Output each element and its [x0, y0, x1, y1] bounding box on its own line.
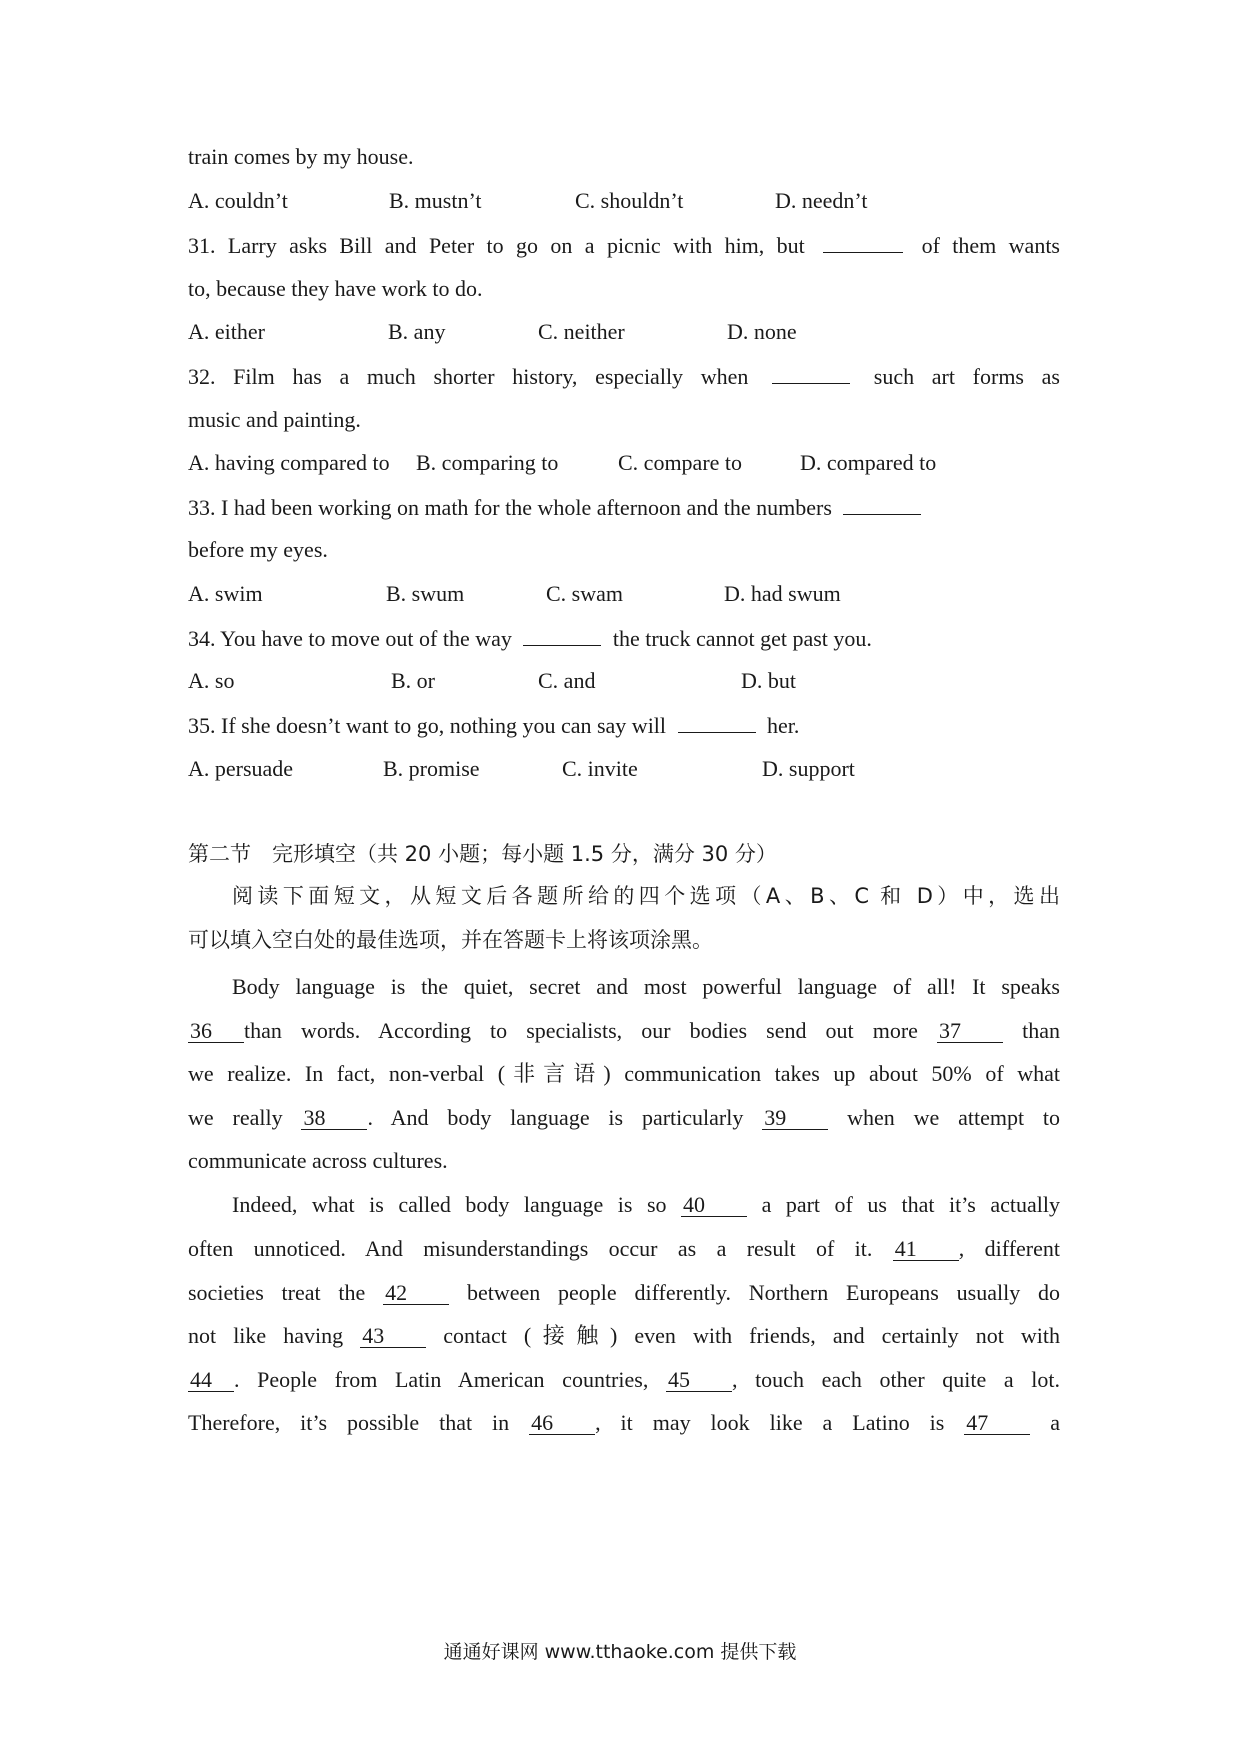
q35-blank: [678, 714, 756, 733]
q34-option-a[interactable]: A. so: [188, 668, 235, 693]
q33-stem-line2: before my eyes.: [188, 537, 328, 562]
q35-stem: 35. If she doesn’t want to go, nothing you can say will her.: [188, 713, 800, 738]
passage-line-10: 44 . People from Latin American countries, 45 , touch each other quite a lot.: [190, 1367, 1061, 1392]
section-title: 第二节 完形填空（共 20 小题；每小题 1.5 分，满分 30 分）: [188, 842, 777, 866]
q32-stem: 32. Film has a much shorter history, especially when such art forms as: [188, 364, 1060, 389]
passage-line-1: Body language is the quiet, secret and most powerful language of all! It speaks: [232, 974, 1060, 999]
blank-45: 45: [666, 1368, 732, 1392]
blank-40: 40: [681, 1193, 747, 1217]
q32-blank: [772, 365, 850, 384]
blank-36: 36: [188, 1019, 244, 1043]
passage-line-8: societies treat the 42 between people differently. Northern Europeans usually do: [188, 1280, 1061, 1305]
q34-blank: [523, 627, 601, 646]
q35-option-d[interactable]: D. support: [762, 756, 855, 781]
q34-option-b[interactable]: B. or: [391, 668, 435, 693]
q35-option-c[interactable]: C. invite: [562, 756, 638, 781]
passage-line-4: we really 38 . And body language is particularly 39 when we attempt to: [188, 1105, 1061, 1130]
q32-option-b[interactable]: B. comparing to: [416, 450, 559, 475]
q31-stem: 31. Larry asks Bill and Peter to go on a picnic with him, but of them wants: [188, 233, 1060, 258]
q34-stem: 34. You have to move out of the way the truck cannot get past you.: [188, 626, 872, 651]
passage-line-9: not like having 43 contact (接触) even with friends, and certainly not with: [188, 1323, 1060, 1348]
q31-blank: [823, 234, 903, 253]
passage-line-5: communicate across cultures.: [188, 1148, 448, 1173]
q35-option-b[interactable]: B. promise: [383, 756, 480, 781]
blank-42: 42: [383, 1281, 449, 1305]
q30-option-a[interactable]: A. couldn’t: [188, 188, 288, 213]
q33-option-c[interactable]: C. swam: [546, 581, 623, 606]
passage-line-6: Indeed, what is called body language is so 40 a part of us that it’s actually: [232, 1192, 1060, 1217]
passage-line-11: Therefore, it’s possible that in 46 , it may look like a Latino is 47 a: [188, 1410, 1060, 1435]
q32-option-c[interactable]: C. compare to: [618, 450, 743, 475]
q33-stem: 33. I had been working on math for the whole afternoon and the numbers: [188, 496, 927, 519]
q31-stem-line2: to, because they have work to do.: [188, 276, 483, 301]
passage-line-3: we realize. In fact, non-verbal (非言语) communication takes up about 50% of what: [188, 1061, 1060, 1086]
blank-38: 38: [301, 1106, 367, 1130]
blank-37: 37: [937, 1019, 1003, 1043]
blank-39: 39: [762, 1106, 828, 1130]
section-instructions-line1: 阅读下面短文，从短文后各题所给的四个选项（A、B、C 和 D）中，选出: [232, 884, 1060, 908]
blank-41: 41: [893, 1237, 959, 1261]
q30-option-d[interactable]: D. needn’t: [775, 188, 868, 213]
q32-option-d[interactable]: D. compared to: [800, 450, 937, 475]
q33-option-d[interactable]: D. had swum: [724, 581, 841, 606]
page-footer: 通通好课网 www.tthaoke.com 提供下载: [443, 1641, 797, 1663]
passage-line-7: often unnoticed. And misunderstandings occur as a result of it. 41 , different: [188, 1236, 1061, 1261]
q33-option-a[interactable]: A. swim: [188, 581, 263, 606]
section-instructions-line2: 可以填入空白处的最佳选项，并在答题卡上将该项涂黑。: [188, 928, 713, 952]
q32-option-a[interactable]: A. having compared to: [188, 450, 390, 475]
q35-option-a[interactable]: A. persuade: [188, 756, 294, 781]
q33-blank: [843, 496, 921, 515]
passage-line-2: 36 than words. According to specialists, our bodies send out more 37 than: [190, 1018, 1060, 1043]
q34-option-c[interactable]: C. and: [538, 668, 596, 693]
q31-option-a[interactable]: A. either: [188, 319, 265, 344]
q31-option-d[interactable]: D. none: [727, 319, 797, 344]
q30-continuation: train comes by my house.: [188, 144, 414, 169]
q30-option-c[interactable]: C. shouldn’t: [575, 188, 684, 213]
blank-43: 43: [360, 1324, 426, 1348]
blank-46: 46: [529, 1411, 595, 1435]
blank-47: 47: [964, 1411, 1030, 1435]
q31-option-b[interactable]: B. any: [388, 319, 446, 344]
blank-44: 44: [188, 1368, 234, 1392]
q30-option-b[interactable]: B. mustn’t: [389, 188, 482, 213]
q32-stem-line2: music and painting.: [188, 407, 361, 432]
q33-option-b[interactable]: B. swum: [386, 581, 465, 606]
q34-option-d[interactable]: D. but: [741, 668, 796, 693]
q31-option-c[interactable]: C. neither: [538, 319, 625, 344]
